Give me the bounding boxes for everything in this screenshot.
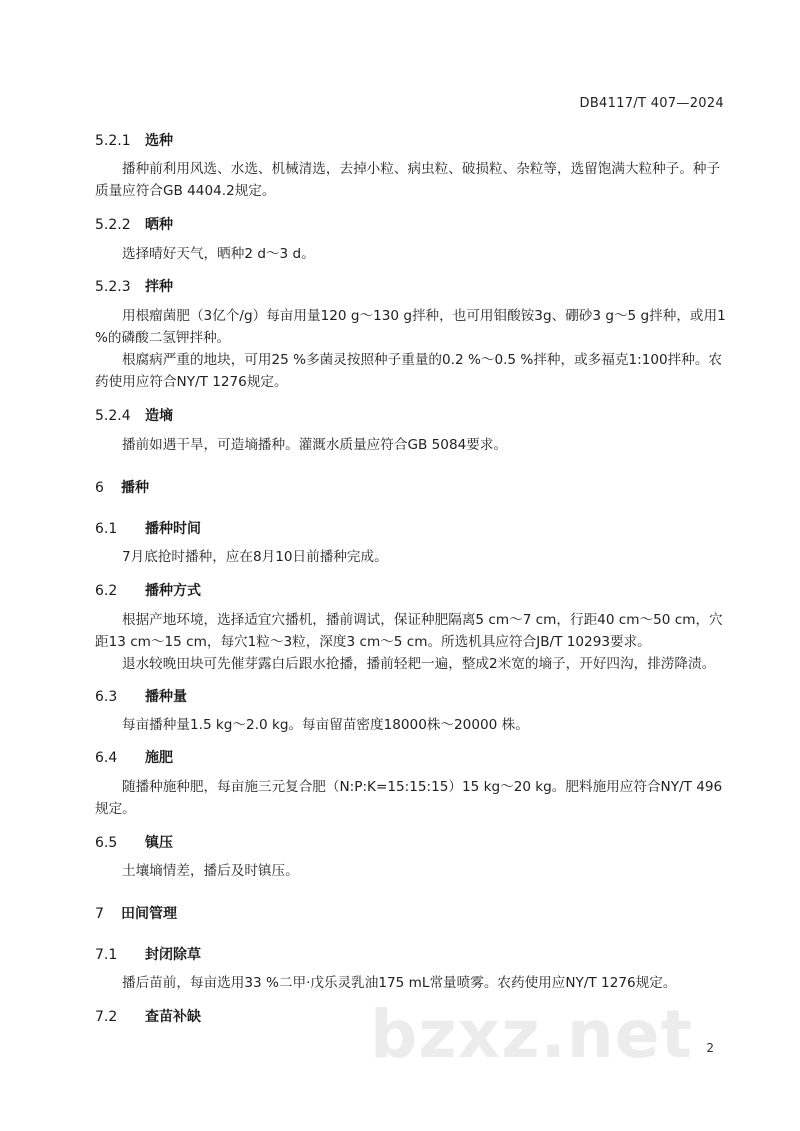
document-code: DB4117/T 407—2024 <box>579 96 724 111</box>
heading-number: 5.2.3 <box>95 279 131 295</box>
heading-6-1 <box>95 518 201 538</box>
heading-title: 选种 <box>145 133 173 149</box>
heading-number: 6.2 <box>95 583 118 599</box>
heading-number: 6.5 <box>95 835 118 851</box>
heading-number: 6 <box>95 480 104 496</box>
heading-number: 7 <box>95 906 104 922</box>
heading-title: 查苗补缺 <box>145 1009 201 1025</box>
paragraph: 播种前利用风选、水选、机械清选，去掉小粒、病虫粒、破损粒、杂粒等，选留饱满大粒种子。种子质量应符合GB 4404.2规定。 <box>95 161 721 199</box>
paragraph: 土壤墒情差，播后及时镇压。 <box>122 863 299 879</box>
heading-number: 6.4 <box>95 750 118 766</box>
heading-6-5 <box>95 832 173 852</box>
heading-title: 播种时间 <box>145 521 201 537</box>
heading-5-2-4 <box>95 405 173 425</box>
heading-title: 晒种 <box>145 217 173 233</box>
heading-title: 施肥 <box>145 750 173 766</box>
heading-title: 造墒 <box>145 408 173 424</box>
heading-7-1 <box>95 944 201 964</box>
paragraph: 退水较晚田块可先催芽露白后跟水抢播，播前轻耙一遍，整成2米宽的墒子，开好四沟，排涝降渍。 <box>122 656 716 672</box>
paragraph: 用根瘤菌肥（3亿个/g）每亩用量120 g～130 g拌种，也可用钼酸铵3g、硼砂3 g～5 g拌种，或用1 %的磷酸二氢钾拌种。 <box>95 308 726 346</box>
heading-number: 5.2.1 <box>95 133 131 149</box>
paragraph: 每亩播种量1.5 kg～2.0 kg。每亩留苗密度18000株～20000 株。 <box>122 717 529 733</box>
heading-title: 封闭除草 <box>145 947 201 963</box>
heading-number: 5.2.2 <box>95 217 131 233</box>
heading-title: 播种 <box>121 480 149 496</box>
heading-5-2-3 <box>95 276 173 296</box>
paragraph: 根腐病严重的地块，可用25 %多菌灵按照种子重量的0.2 %～0.5 %拌种，或多福克1:100拌种。农药使用应符合NY/T 1276规定。 <box>95 352 723 390</box>
watermark: bzxz.net <box>370 996 694 1073</box>
page-number: 2 <box>706 1041 714 1055</box>
heading-number: 7.1 <box>95 947 118 963</box>
heading-number: 7.2 <box>95 1009 118 1025</box>
heading-title: 拌种 <box>145 279 173 295</box>
heading-title: 镇压 <box>145 835 173 851</box>
paragraph: 7月底抢时播种，应在8月10日前播种完成。 <box>122 549 388 565</box>
heading-7-2 <box>95 1006 201 1026</box>
paragraph: 播前如遇干旱，可造墒播种。灌溉水质量应符合GB 5084要求。 <box>122 437 508 453</box>
heading-number: 5.2.4 <box>95 408 131 424</box>
paragraph: 根据产地环境，选择适宜穴播机，播前调试，保证种肥隔离5 cm～7 cm，行距40 cm～50 cm，穴距13 cm～15 cm，每穴1粒～3粒，深度3 cm～5 cm。所选机具应符合JB/T 10293要求。 <box>95 612 723 650</box>
heading-6-4 <box>95 747 173 767</box>
paragraph: 播后苗前，每亩选用33 %二甲·戊乐灵乳油175 mL常量喷雾。农药使用应NY/T 1276规定。 <box>122 975 677 991</box>
heading-7 <box>95 903 177 923</box>
paragraph: 选择晴好天气，晒种2 d～3 d。 <box>122 246 315 262</box>
heading-5-2-1 <box>95 130 173 150</box>
heading-title: 播种量 <box>145 689 187 705</box>
heading-6-2 <box>95 580 201 600</box>
heading-5-2-2 <box>95 214 173 234</box>
paragraph: 随播种施种肥，每亩施三元复合肥（N:P:K=15:15:15）15 kg～20 kg。肥料施用应符合NY/T 496规定。 <box>95 779 723 817</box>
heading-6 <box>95 477 149 497</box>
heading-title: 田间管理 <box>121 906 177 922</box>
heading-6-3 <box>95 686 187 706</box>
heading-number: 6.3 <box>95 689 118 705</box>
heading-title: 播种方式 <box>145 583 201 599</box>
heading-number: 6.1 <box>95 521 118 537</box>
